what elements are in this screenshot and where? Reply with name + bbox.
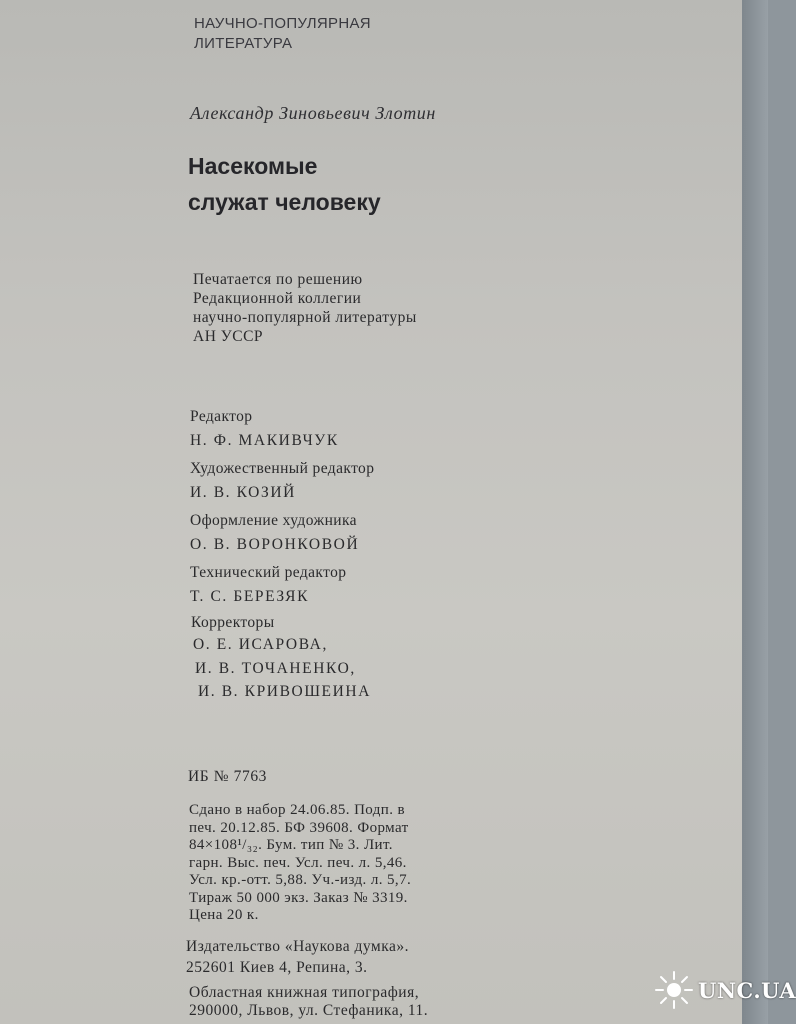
decision-line: АН УССР	[193, 328, 264, 345]
print-line: 84×108¹/₃₂. Бум. тип № 3. Лит.	[189, 837, 393, 853]
credit-role-designer: Оформление художника	[190, 512, 357, 529]
print-line: печ. 20.12.85. БФ 39608. Формат	[189, 819, 409, 836]
decision-line: Печатается по решению	[193, 271, 363, 288]
credit-role-tech-editor: Технический редактор	[190, 564, 347, 581]
credit-role-proofreaders: Корректоры	[191, 614, 275, 631]
series-line-1: НАУЧНО-ПОПУЛЯРНАЯ	[194, 15, 371, 32]
printery-line: 290000, Львов, ул. Стефаника, 11.	[189, 1002, 429, 1019]
title-line-1: Насекомые	[188, 153, 318, 179]
credit-name-editor: Н. Ф. МАКИВЧУК	[190, 432, 339, 449]
page-edge-shadow	[742, 0, 768, 1024]
sun-logo-icon	[654, 970, 694, 1010]
publisher-line: 252601 Киев 4, Репина, 3.	[186, 959, 368, 976]
watermark-text: UNC.UA	[698, 977, 796, 1003]
print-line: гарн. Выс. печ. Усл. печ. л. 5,46.	[189, 854, 407, 871]
decision-line: Редакционной коллегии	[193, 290, 362, 307]
publisher-line: Издательство «Наукова думка».	[186, 938, 410, 955]
print-line: Усл. кр.-отт. 5,88. Уч.-изд. л. 5,7.	[189, 872, 412, 888]
credit-role-editor: Редактор	[190, 408, 253, 425]
credit-name-proofreader: И. В. ТОЧАНЕНКО,	[195, 660, 356, 677]
credit-role-art-editor: Художественный редактор	[190, 460, 375, 477]
book-title	[188, 148, 381, 220]
title-line-2: служат человеку	[188, 189, 381, 215]
credit-name-proofreader: И. В. КРИВОШЕИНА	[198, 683, 372, 700]
ib-number: ИБ № 7763	[188, 768, 268, 785]
publisher-info	[186, 936, 409, 978]
print-line: Сдано в набор 24.06.85. Подп. в	[189, 802, 406, 818]
print-details	[189, 802, 411, 925]
series-heading	[194, 14, 371, 54]
credit-name-art-editor: И. В. КОЗИЙ	[190, 484, 296, 501]
print-line: Тираж 50 000 экз. Заказ № 3319.	[189, 889, 408, 906]
printery-info	[189, 984, 428, 1020]
printery-line: Областная книжная типография,	[189, 984, 420, 1001]
credit-name-tech-editor: Т. С. БЕРЕЗЯК	[190, 588, 310, 605]
author-name: Александр Зиновьевич Злотин	[190, 103, 436, 123]
decision-line: научно-популярной литературы	[193, 309, 417, 326]
print-line: Цена 20 к.	[189, 907, 259, 923]
credit-name-designer: О. В. ВОРОНКОВОЙ	[190, 536, 360, 553]
series-line-2: ЛИТЕРАТУРА	[194, 35, 293, 52]
publication-decision	[193, 270, 417, 346]
credit-name-proofreader: О. Е. ИСАРОВА,	[193, 636, 328, 653]
watermark	[654, 968, 796, 1012]
